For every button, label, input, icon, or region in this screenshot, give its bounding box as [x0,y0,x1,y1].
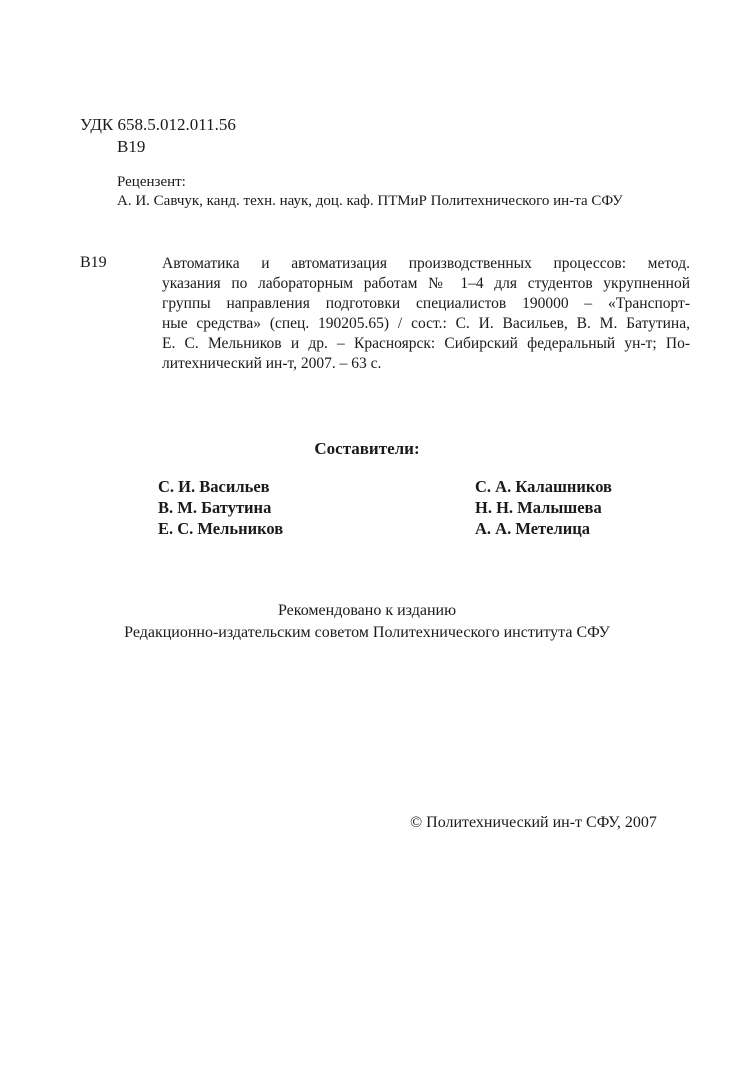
reviewer-text: А. И. Савчук, канд. техн. наук, доц. каф. ПТМиР Политехнического ин-та СФУ [117,193,623,209]
bibliographic-description [162,254,690,374]
bibliographic-line: литехнический ин-т, 2007. – 63 с. [162,355,382,372]
bibliographic-line: указания по лабораторным работам № 1–4 для студентов укрупненной [162,275,690,292]
compiler-name: С. А. Калашников [475,477,612,496]
udk-author-code: В19 [117,137,146,156]
bibliographic-line: Е. С. Мельников и др. – Красноярск: Сибирский федеральный ун-т; По- [162,335,690,352]
udk-line: УДК 658.5.012.011.56 [80,115,236,134]
recommendation-line-2: Редакционно-издательским советом Политехнического института СФУ [124,624,610,641]
bibliographic-code: В19 [80,254,107,271]
copyright-notice: © Политехнический ин-т СФУ, 2007 [410,814,657,831]
compiler-name: Е. С. Мельников [158,519,284,538]
bibliographic-line: группы направления подготовки специалистов 190000 – «Транспорт- [162,295,690,312]
bibliographic-line: ные средства» (спец. 190205.65) / сост.: С. И. Васильев, В. М. Батутина, [162,315,690,332]
recommendation [0,600,734,644]
compilers-heading: Составители: [314,439,420,458]
bibliographic-line: Автоматика и автоматизация производственных процессов: метод. [162,255,690,272]
compiler-name: Н. Н. Малышева [475,498,602,517]
compilers-right-column [475,476,612,539]
compiler-name: С. И. Васильев [158,477,270,496]
compiler-name: В. М. Батутина [158,498,272,517]
recommendation-line-1: Рекомендовано к изданию [277,602,457,619]
compiler-name: А. А. Метелица [475,519,590,538]
reviewer-label: Рецензент: [117,174,186,190]
compilers-left-column [158,476,283,539]
